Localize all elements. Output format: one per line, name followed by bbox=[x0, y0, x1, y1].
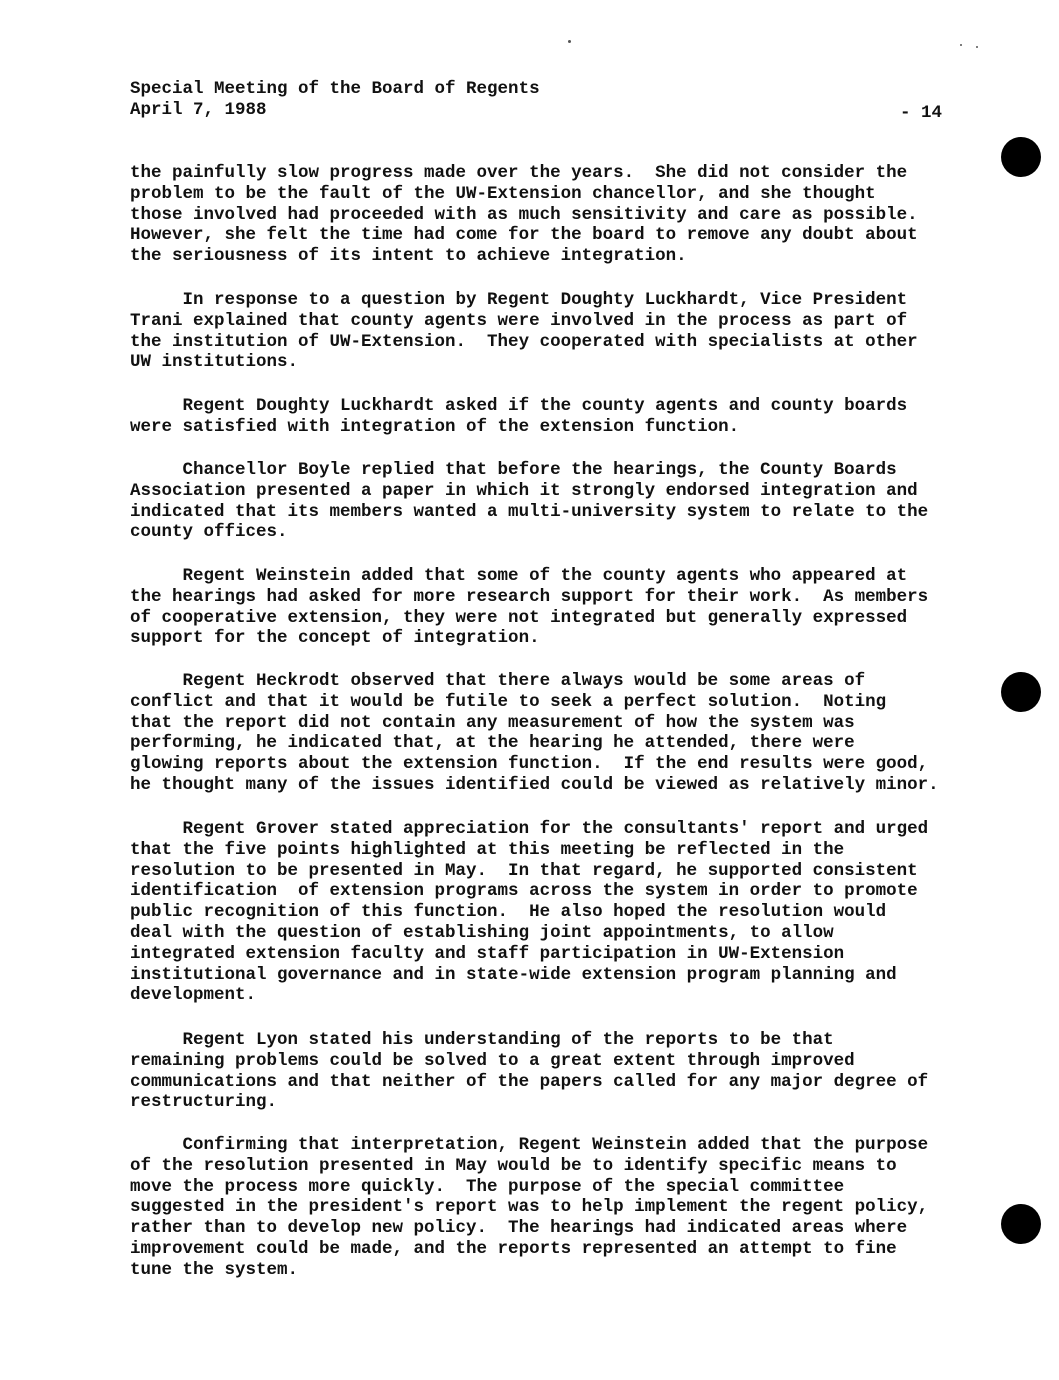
paragraph-7 bbox=[130, 819, 950, 1006]
paragraph-8 bbox=[130, 1030, 950, 1113]
text-line: Confirming that interpretation, Regent Weinstein added that the purpose bbox=[130, 1135, 929, 1155]
text-line: Regent Lyon stated his understanding of the reports to be that bbox=[130, 1030, 834, 1050]
text-line: UW institutions. bbox=[130, 352, 299, 373]
text-line: public recognition of this function. He also hoped the resolution would bbox=[130, 902, 887, 923]
text-line: integrated extension faculty and staff participation in UW-Extension bbox=[130, 943, 845, 964]
paragraph-3 bbox=[130, 396, 950, 438]
scan-speck bbox=[960, 44, 962, 46]
text-line: he thought many of the issues identified could be viewed as relatively minor. bbox=[130, 774, 939, 795]
text-line: problem to be the fault of the UW-Extension chancellor, and she thought bbox=[130, 183, 876, 204]
text-line: the painfully slow progress made over the years. She did not consider the bbox=[130, 163, 908, 183]
text-line: communications and that neither of the papers called for any major degree of bbox=[130, 1071, 929, 1092]
punch-hole-top bbox=[1001, 137, 1041, 177]
text-line: Regent Grover stated appreciation for the consultants' report and urged bbox=[130, 819, 929, 839]
text-line: rather than to develop new policy. The hearings had indicated areas where bbox=[130, 1218, 908, 1239]
text-line: the institution of UW-Extension. They cooperated with specialists at other bbox=[130, 331, 918, 352]
text-line: remaining problems could be solved to a great extent through improved bbox=[130, 1050, 855, 1071]
paragraph-9 bbox=[130, 1135, 950, 1281]
scan-speck bbox=[568, 40, 571, 43]
text-line: Chancellor Boyle replied that before the hearings, the County Boards bbox=[130, 460, 897, 480]
text-line: identification of extension programs across the system in order to promote bbox=[130, 881, 918, 902]
text-line: of cooperative extension, they were not integrated but generally expressed bbox=[130, 607, 908, 628]
text-line: Regent Weinstein added that some of the county agents who appeared at bbox=[130, 566, 908, 586]
text-line: performing, he indicated that, at the hearing he attended, there were bbox=[130, 733, 855, 754]
text-line: that the report did not contain any measurement of how the system was bbox=[130, 712, 855, 733]
paragraph-5 bbox=[130, 566, 950, 649]
text-line: conflict and that it would be futile to seek a perfect solution. Noting bbox=[130, 691, 887, 712]
text-line: tune the system. bbox=[130, 1259, 299, 1280]
text-line: Regent Heckrodt observed that there always would be some areas of bbox=[130, 671, 866, 691]
text-line: restructuring. bbox=[130, 1092, 278, 1113]
text-line: the hearings had asked for more research support for their work. As members bbox=[130, 586, 929, 607]
text-line: Regent Doughty Luckhardt asked if the county agents and county boards bbox=[130, 396, 908, 416]
meeting-date: April 7, 1988 bbox=[130, 100, 267, 120]
punch-hole-middle bbox=[1001, 672, 1041, 712]
text-line: that the five points highlighted at this meeting be reflected in the bbox=[130, 839, 845, 860]
paragraph-2 bbox=[130, 290, 950, 373]
punch-hole-bottom bbox=[1001, 1204, 1041, 1244]
text-line: Trani explained that county agents were involved in the process as part of bbox=[130, 310, 908, 331]
text-line: those involved had proceeded with as much sensitivity and care as possible. bbox=[130, 204, 918, 225]
text-line: county offices. bbox=[130, 522, 288, 543]
text-line: the seriousness of its intent to achieve integration. bbox=[130, 246, 687, 267]
text-line: resolution to be presented in May. In that regard, he supported consistent bbox=[130, 860, 918, 881]
paragraph-4 bbox=[130, 460, 950, 543]
text-line: In response to a question by Regent Doughty Luckhardt, Vice President bbox=[130, 290, 908, 310]
text-line: of the resolution presented in May would be to identify specific means to bbox=[130, 1155, 897, 1176]
text-line: development. bbox=[130, 985, 257, 1006]
text-line: move the process more quickly. The purpose of the special committee bbox=[130, 1176, 845, 1197]
text-line: Association presented a paper in which it strongly endorsed integration and bbox=[130, 480, 918, 501]
page-number: - 14 bbox=[899, 103, 942, 123]
paragraph-6 bbox=[130, 671, 950, 796]
text-line: support for the concept of integration. bbox=[130, 628, 540, 649]
text-line: indicated that its members wanted a multi-university system to relate to the bbox=[130, 501, 929, 522]
text-line: improvement could be made, and the reports represented an attempt to fine bbox=[130, 1238, 897, 1259]
paragraph-1 bbox=[130, 163, 950, 267]
scan-speck bbox=[976, 46, 978, 48]
text-line: However, she felt the time had come for the board to remove any doubt about bbox=[130, 225, 918, 246]
text-line: suggested in the president's report was to help implement the regent policy, bbox=[130, 1197, 929, 1218]
text-line: deal with the question of establishing joint appointments, to allow bbox=[130, 922, 834, 943]
text-line: were satisfied with integration of the extension function. bbox=[130, 416, 740, 437]
text-line: institutional governance and in state-wide extension program planning and bbox=[130, 964, 897, 985]
meeting-title: Special Meeting of the Board of Regents bbox=[130, 79, 540, 99]
text-line: glowing reports about the extension function. If the end results were good, bbox=[130, 754, 929, 775]
